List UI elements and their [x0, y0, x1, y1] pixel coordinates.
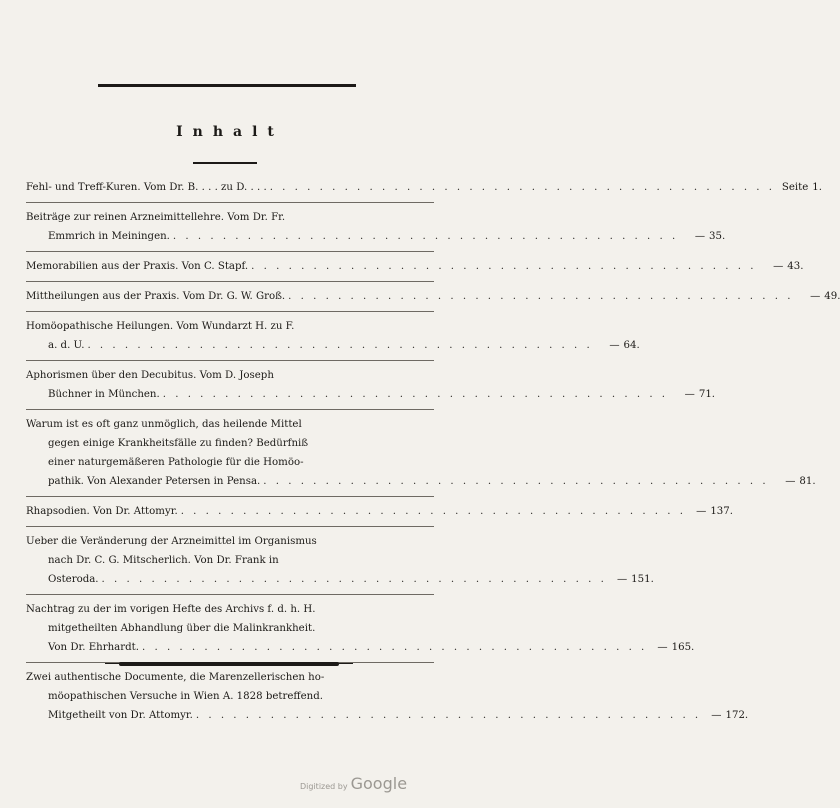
toc-entry	[26, 178, 823, 197]
toc-entry-line	[26, 619, 434, 638]
toc-entry-line	[26, 687, 434, 706]
toc-entry-line	[26, 434, 434, 453]
toc-entry-text: Mittheilungen aus der Praxis. Vom Dr. G. W. Groß.	[26, 291, 286, 302]
toc-entry-line	[26, 208, 434, 227]
toc-entry	[26, 287, 840, 306]
toc-entry-text: Beiträge zur reinen Arzneimittellehre. Vom Dr. Fr.	[26, 212, 286, 223]
entry-divider	[26, 281, 434, 282]
page-value: 151.	[631, 574, 654, 585]
toc-entry-text: Ueber die Veränderung der Arzneimittel im Organismus	[26, 536, 317, 547]
toc-entry	[26, 502, 733, 521]
toc-page-number	[671, 385, 715, 404]
toc-entry-line	[26, 257, 804, 276]
toc-entry	[26, 317, 640, 355]
toc-entry-text: Zwei authentische Documente, die Marenzellerischen ho-	[26, 672, 325, 683]
toc-entry-text: Von Dr. Ehrhardt.	[48, 642, 139, 653]
toc-entry	[26, 532, 654, 589]
toc-entry-line	[26, 453, 434, 472]
toc-entry-text: a. d. U.	[48, 340, 85, 351]
toc-entry-line	[26, 638, 695, 657]
page-prefix: —	[657, 642, 668, 653]
toc-entry-line	[26, 385, 716, 404]
toc-entry-line	[26, 570, 654, 589]
page-value: 35.	[709, 231, 726, 242]
page-value: 172.	[725, 710, 749, 721]
page-prefix: —	[609, 340, 620, 351]
entry-divider	[26, 409, 434, 410]
toc-entry-line	[26, 366, 434, 385]
page-value: 43.	[787, 261, 804, 272]
page-value: 71.	[698, 389, 716, 400]
toc-entry-text: Emmrich in Meiningen.	[48, 231, 170, 242]
page-value: 165.	[671, 642, 695, 653]
entry-divider	[26, 311, 434, 312]
toc-entry	[26, 415, 816, 491]
entry-divider	[26, 496, 434, 497]
dot-leader	[99, 570, 610, 589]
toc-entry-line	[26, 287, 840, 306]
toc-page-number	[778, 178, 822, 197]
toc-entry-text: Aphorismen über den Decubitus. Vom D. Joseph	[26, 370, 274, 381]
toc-page-number	[650, 638, 694, 657]
toc-entry-text: Mitgetheilt von Dr. Attomyr.	[48, 710, 193, 721]
toc-entry-text: nach Dr. C. G. Mitscherlich. Von Dr. Frank in	[48, 555, 279, 566]
toc-entry-text: Nachtrag zu der im vorigen Hefte des Archivs f. d. h. H.	[26, 604, 316, 615]
dot-leader	[170, 227, 681, 246]
page-value: 81.	[799, 476, 816, 487]
bottom-ornament-rule	[119, 662, 339, 666]
toc-entry-text: Osteroda.	[48, 574, 99, 585]
toc-entry-line	[26, 178, 823, 197]
toc-entry-line	[26, 502, 733, 521]
page-value: 137.	[710, 506, 733, 517]
toc-page-number	[610, 570, 654, 589]
dot-leader	[285, 287, 796, 306]
page-prefix: —	[810, 291, 821, 302]
entry-divider	[26, 360, 434, 361]
digitized-watermark	[300, 774, 407, 793]
dot-leader	[193, 706, 704, 725]
watermark-prefix: Digitized by	[300, 782, 348, 791]
toc-entry	[26, 366, 716, 404]
page-prefix: —	[785, 476, 796, 487]
toc-entry-text: möopathischen Versuche in Wien A. 1828 betreffend.	[48, 691, 323, 702]
toc-entry-text: Memorabilien aus der Praxis. Von C. Stapf.	[26, 261, 249, 272]
toc-entry	[26, 668, 749, 725]
entry-divider	[26, 594, 434, 595]
dot-leader	[248, 257, 759, 276]
entry-divider	[26, 251, 434, 252]
dot-leader	[178, 502, 689, 521]
toc-entry-text: einer naturgemäßeren Pathologie für die Homöo-	[48, 457, 304, 468]
toc-page-number	[689, 502, 733, 521]
dot-leader	[84, 336, 595, 355]
page-prefix: —	[773, 261, 784, 272]
dot-leader	[267, 178, 778, 197]
page-value: 1.	[812, 182, 823, 193]
toc-entry	[26, 600, 695, 657]
toc-entry-text: Büchner in München.	[48, 389, 160, 400]
toc-entry-line	[26, 317, 434, 336]
toc-entry-text: Warum ist es oft ganz unmöglich, das heilende Mittel	[26, 419, 302, 430]
toc-entry-text: Fehl- und Treff-Kuren. Vom Dr. B. . . . zu D. . . .	[26, 182, 267, 193]
toc-entry-line	[26, 668, 434, 687]
page-prefix: —	[711, 710, 722, 721]
toc-entry-text: gegen einige Krankheitsfälle zu finden? Bedürfniß	[48, 438, 309, 449]
table-of-contents	[26, 178, 840, 725]
page-prefix: —	[694, 231, 706, 242]
toc-entry-text: mitgetheilten Abhandlung über die Malinkrankheit.	[48, 623, 316, 634]
page-prefix: —	[696, 506, 707, 517]
entry-divider	[26, 202, 434, 203]
page-title: Inhalt	[176, 124, 284, 140]
toc-entry	[26, 257, 804, 276]
toc-entry-text: Rhapsodien. Von Dr. Attomyr.	[26, 506, 178, 517]
title-rule	[193, 162, 257, 164]
page-prefix: Seite	[781, 182, 809, 193]
page-value: 64.	[623, 340, 640, 351]
toc-page-number	[704, 706, 748, 725]
toc-entry-text: pathik. Von Alexander Petersen in Pensa.	[48, 476, 261, 487]
dot-leader	[260, 472, 771, 491]
toc-page-number	[772, 472, 816, 491]
toc-entry-line	[26, 227, 726, 246]
page-value: 49.	[824, 291, 840, 302]
watermark-brand: Google	[350, 774, 408, 793]
toc-entry-line	[26, 706, 749, 725]
toc-entry-line	[26, 415, 434, 434]
entry-divider	[26, 526, 434, 527]
toc-page-number	[759, 257, 803, 276]
toc-entry-line	[26, 600, 434, 619]
top-rule	[98, 84, 356, 87]
toc-entry-line	[26, 551, 434, 570]
toc-entry-line	[26, 532, 434, 551]
toc-entry-line	[26, 336, 640, 355]
page-prefix: —	[684, 389, 695, 400]
toc-entry-text: Homöopathische Heilungen. Vom Wundarzt H. zu F.	[26, 321, 295, 332]
page-prefix: —	[616, 574, 628, 585]
toc-entry-line	[26, 472, 816, 491]
toc-entry	[26, 208, 726, 246]
dot-leader	[160, 385, 671, 404]
toc-page-number	[596, 336, 640, 355]
toc-page-number	[681, 227, 725, 246]
toc-page-number	[796, 287, 840, 306]
dot-leader	[139, 638, 650, 657]
